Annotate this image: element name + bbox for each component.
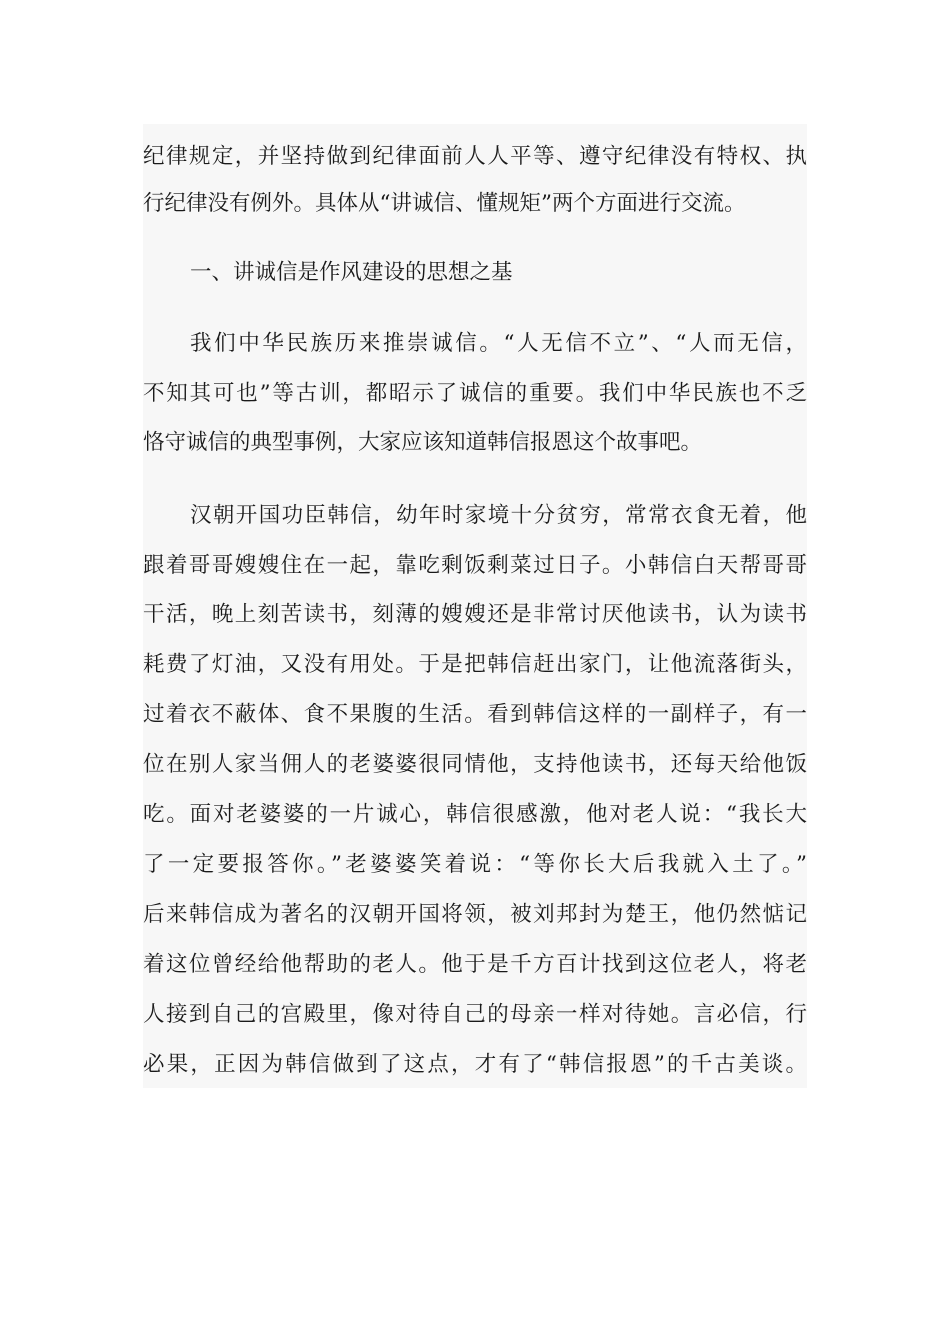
text-line: 吃。面对老婆婆的一片诚心，韩信很感激，他对老人说：“我长大 <box>143 802 807 827</box>
text-line: 过着衣不蔽体、食不果腹的生活。看到韩信这样的一副样子，有一 <box>143 702 807 727</box>
text-line: 位在别人家当佣人的老婆婆很同情他，支持他读书，还每天给他饭 <box>143 752 807 777</box>
text-line: 后来韩信成为著名的汉朝开国将领，被刘邦封为楚王，他仍然惦记 <box>143 902 807 927</box>
text-line: 跟着哥哥嫂嫂住在一起，靠吃剩饭剩菜过日子。小韩信白天帮哥哥 <box>143 553 807 578</box>
text-line: 纪律规定，并坚持做到纪律面前人人平等、遵守纪律没有特权、执 <box>143 144 807 169</box>
text-line: 恪守诚信的典型事例，大家应该知道韩信报恩这个故事吧。 <box>143 430 703 455</box>
text-line: 不知其可也”等古训，都昭示了诚信的重要。我们中华民族也不乏 <box>143 381 807 406</box>
text-line: 必果，正因为韩信做到了这点，才有了“韩信报恩”的千古美谈。 <box>143 1052 807 1077</box>
text-line: 着这位曾经给他帮助的老人。他于是千方百计找到这位老人，将老 <box>143 952 807 977</box>
text-line: 汉朝开国功臣韩信，幼年时家境十分贫穷，常常衣食无着，他 <box>190 503 807 528</box>
section-heading: 一、讲诚信是作风建设的思想之基 <box>190 260 513 285</box>
text-line: 了一定要报答你。”老婆婆笑着说：“等你长大后我就入土了。” <box>143 852 807 877</box>
text-line: 行纪律没有例外。具体从“讲诚信、懂规矩”两个方面进行交流。 <box>143 191 746 216</box>
text-line: 干活，晚上刻苦读书，刻薄的嫂嫂还是非常讨厌他读书，认为读书 <box>143 602 807 627</box>
text-line: 人接到自己的宫殿里，像对待自己的母亲一样对待她。言必信，行 <box>143 1002 807 1027</box>
text-line: 我们中华民族历来推崇诚信。“人无信不立”、“人而无信， <box>190 331 807 356</box>
text-line: 耗费了灯油，又没有用处。于是把韩信赶出家门，让他流落街头， <box>143 652 807 677</box>
body-text <box>143 124 807 1088</box>
